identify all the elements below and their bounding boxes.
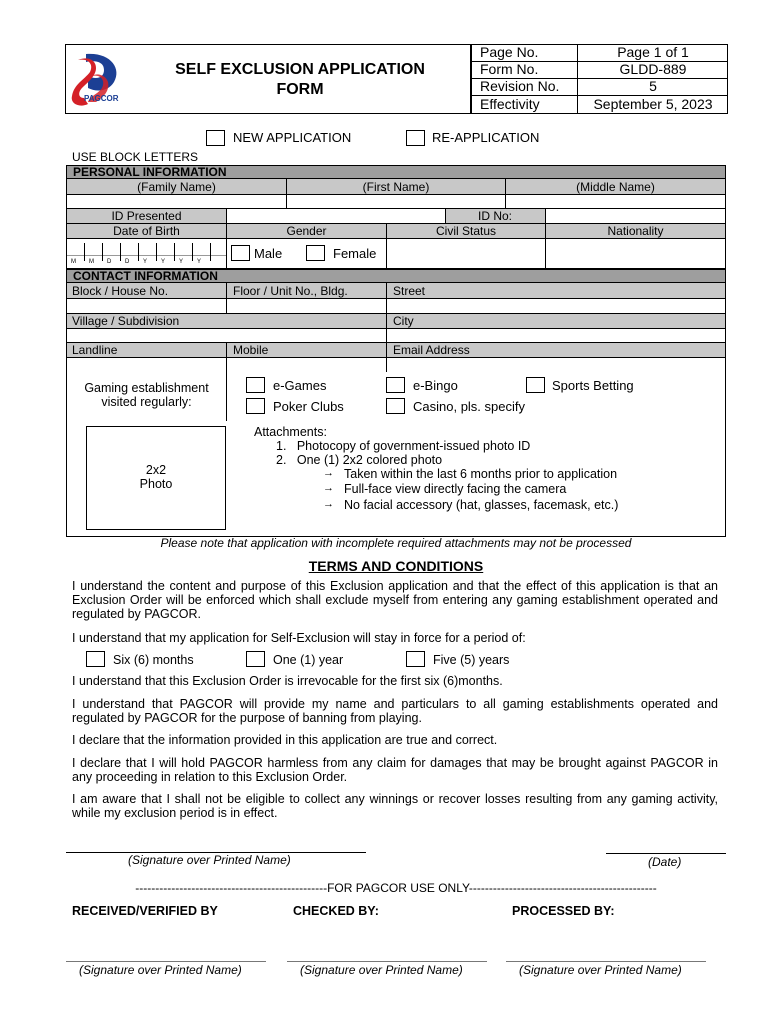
gaming-label-line2: visited regularly: — [101, 395, 192, 409]
one-year-checkbox[interactable] — [246, 651, 265, 667]
form-title — [140, 60, 460, 100]
gaming-label — [67, 381, 226, 409]
personal-info-header: PERSONAL INFORMATION — [66, 165, 726, 179]
id-presented-label: ID Presented — [111, 209, 182, 223]
received-label: RECEIVED/VERIFIED BY — [72, 904, 218, 918]
date-line[interactable] — [606, 853, 726, 854]
attachment-item-2: 2. One (1) 2x2 colored photo — [276, 453, 443, 467]
five-years-label: Five (5) years — [433, 653, 510, 667]
floor-unit-input[interactable] — [227, 299, 386, 313]
egames-checkbox[interactable] — [246, 377, 265, 393]
checked-signature-line[interactable] — [287, 961, 487, 962]
photo-label-line1: 2x2 — [145, 463, 167, 477]
dob-d2: D — [125, 259, 130, 265]
sports-betting-label: Sports Betting — [552, 378, 634, 393]
attachment-sub-2: Full-face view directly facing the camera — [344, 482, 567, 496]
gaming-label-line1: Gaming establishment — [84, 381, 209, 395]
re-application-checkbox[interactable] — [406, 130, 425, 146]
photo-label — [86, 463, 226, 491]
sports-betting-checkbox[interactable] — [526, 377, 545, 393]
form-title-line2: FORM — [276, 81, 324, 98]
family-name-input[interactable] — [67, 195, 286, 208]
nationality-label: Nationality — [607, 224, 664, 238]
form-title-line1: SELF EXCLUSION APPLICATION — [175, 61, 425, 78]
terms-paragraph-4: I understand that PAGCOR will provide my name and particulars to all gaming establishments operated and regulated by PAGCOR for the purpose of banning from playing. — [72, 697, 718, 725]
terms-paragraph-5: I declare that the information provided in this application are true and correct. — [72, 733, 498, 747]
meta-label-form: Form No. — [480, 61, 539, 77]
meta-label-revision: Revision No. — [480, 78, 560, 94]
meta-value-effectivity: September 5, 2023 — [593, 96, 713, 112]
processed-label: PROCESSED BY: — [512, 904, 615, 918]
date-caption: (Date) — [648, 855, 682, 869]
meta-value-revision: 5 — [649, 78, 657, 94]
landline-label: Landline — [72, 343, 118, 357]
six-months-label: Six (6) months — [113, 653, 194, 667]
landline-input[interactable] — [67, 358, 226, 372]
dob-y3: Y — [179, 259, 184, 265]
attachment-sub-3: No facial accessory (hat, glasses, facemask, etc.) — [344, 498, 619, 512]
female-checkbox[interactable] — [306, 245, 325, 261]
middle-name-input[interactable] — [506, 195, 725, 208]
village-input[interactable] — [67, 329, 386, 342]
office-divider: ------------------------------------------------FOR PAGCOR USE ONLY----------------------------------------------- — [135, 881, 657, 895]
village-label: Village / Subdivision — [72, 314, 180, 328]
ebingo-label: e-Bingo — [413, 378, 458, 393]
dob-m1: M — [71, 259, 76, 265]
received-signature-line[interactable] — [66, 961, 266, 962]
ebingo-checkbox[interactable] — [386, 377, 405, 393]
terms-paragraph-6: I declare that I will hold PAGCOR harmless from any claim for damages that may be brought against PAGCOR in any proceeding in relation to this Exclusion Order. — [72, 756, 718, 784]
meta-label-page: Page No. — [480, 44, 539, 60]
block-house-label: Block / House No. — [72, 284, 169, 298]
male-checkbox[interactable] — [231, 245, 250, 261]
new-application-checkbox[interactable] — [206, 130, 225, 146]
attachments-note: Please note that application with incomplete required attachments may not be processed — [160, 536, 632, 550]
first-name-label: (First Name) — [362, 180, 430, 194]
nationality-input[interactable] — [546, 239, 725, 268]
checked-signature-caption: (Signature over Printed Name) — [300, 963, 463, 977]
six-months-checkbox[interactable] — [86, 651, 105, 667]
casino-checkbox[interactable] — [386, 398, 405, 414]
egames-label: e-Games — [273, 378, 327, 393]
street-input[interactable] — [387, 299, 725, 313]
mobile-input[interactable] — [227, 358, 386, 372]
casino-label: Casino, pls. specify — [413, 399, 525, 414]
arrow-icon: → — [323, 482, 334, 494]
terms-paragraph-3: I understand that this Exclusion Order is irrevocable for the first six (6)months. — [72, 674, 503, 688]
terms-paragraph-7: I am aware that I shall not be eligible to collect any winnings or recover losses resulting from any gaming activity, while my exclusion period is in effect. — [72, 792, 718, 820]
street-label: Street — [393, 284, 426, 298]
five-years-checkbox[interactable] — [406, 651, 425, 667]
logo-text: PAGCOR — [84, 94, 119, 103]
meta-label-effectivity: Effectivity — [480, 96, 540, 112]
terms-paragraph-2: I understand that my application for Self-Exclusion will stay in force for a period of: — [72, 631, 526, 645]
checked-label: CHECKED BY: — [293, 904, 379, 918]
processed-signature-caption: (Signature over Printed Name) — [519, 963, 682, 977]
email-input[interactable] — [387, 358, 725, 372]
photo-label-line2: Photo — [139, 477, 173, 491]
gender-label: Gender — [286, 224, 327, 238]
contact-info-header: CONTACT INFORMATION — [66, 269, 726, 283]
dob-y2: Y — [161, 259, 166, 265]
arrow-icon: → — [323, 498, 334, 510]
terms-paragraph-1: I understand the content and purpose of this Exclusion application and that the effect of this application is that an Exclusion Order will be enforced which shall exclude myself from entering any gaming establishment operated and regulated by PAGCOR. — [72, 579, 718, 621]
middle-name-label: (Middle Name) — [576, 180, 655, 194]
male-label: Male — [254, 246, 283, 261]
civil-status-input[interactable] — [387, 239, 545, 268]
meta-value-form: GLDD-889 — [619, 61, 687, 77]
dob-label: Date of Birth — [113, 224, 180, 238]
email-label: Email Address — [393, 343, 470, 357]
attachment-item-1: 1. Photocopy of government-issued photo ID — [276, 439, 531, 453]
re-application-label: RE-APPLICATION — [432, 130, 540, 145]
id-no-label: ID No: — [478, 209, 513, 223]
signature-caption: (Signature over Printed Name) — [128, 853, 291, 867]
one-year-label: One (1) year — [273, 653, 344, 667]
id-presented-input[interactable] — [227, 209, 445, 223]
dob-y4: Y — [197, 259, 202, 265]
dob-input[interactable] — [67, 239, 226, 268]
id-no-input[interactable] — [546, 209, 725, 223]
new-application-label: NEW APPLICATION — [233, 130, 352, 145]
attachment-sub-1: Taken within the last 6 months prior to application — [344, 467, 618, 481]
attachments-title: Attachments: — [254, 425, 327, 439]
block-letters-instruction: USE BLOCK LETTERS — [72, 150, 199, 164]
block-house-input[interactable] — [67, 299, 226, 313]
floor-unit-label: Floor / Unit No., Bldg. — [233, 284, 348, 298]
family-name-label: (Family Name) — [137, 180, 216, 194]
city-input[interactable] — [387, 329, 725, 342]
pagcor-logo — [66, 46, 130, 112]
poker-clubs-label: Poker Clubs — [273, 399, 344, 414]
arrow-icon: → — [323, 467, 334, 479]
poker-clubs-checkbox[interactable] — [246, 398, 265, 414]
female-label: Female — [333, 246, 377, 261]
dob-d1: D — [107, 259, 112, 265]
terms-title: TERMS AND CONDITIONS — [308, 558, 484, 574]
meta-value-page: Page 1 of 1 — [617, 44, 689, 60]
first-name-input[interactable] — [287, 195, 505, 208]
civil-status-label: Civil Status — [435, 224, 497, 238]
received-signature-caption: (Signature over Printed Name) — [79, 963, 242, 977]
city-label: City — [393, 314, 414, 328]
processed-signature-line[interactable] — [506, 961, 706, 962]
dob-y1: Y — [143, 259, 148, 265]
mobile-label: Mobile — [233, 343, 269, 357]
dob-m2: M — [89, 259, 94, 265]
